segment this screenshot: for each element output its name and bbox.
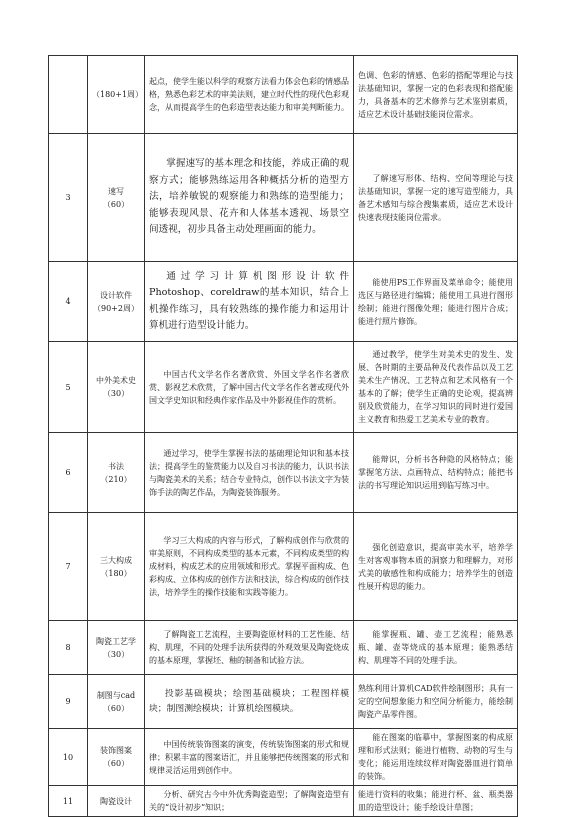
course-goal: 色调、色彩的情感、色彩的搭配等理论与技法基础知识，掌握一定的色彩表现和搭配能力，具备基本的艺术修养与艺术鉴别素质，适应艺术设计基础技能岗位需求。 bbox=[354, 56, 518, 134]
course-hours: （60） bbox=[102, 759, 130, 768]
course-goal: 能使用PS工作界面及菜单命令；能使用选区与路径进行编辑；能使用工具进行图形绘制；能进行图像处理；能进行图片合成；能进行照片修饰。 bbox=[354, 262, 518, 342]
course-name: 陶瓷工艺学 bbox=[96, 636, 136, 646]
course-content: 了解陶瓷工艺流程，主要陶瓷原材料的工艺性能、结构、肌理，不同的处理手法所获得的外观效果及陶瓷烧成的基本原理，掌握坯、釉的制备和试验方法。 bbox=[145, 621, 354, 675]
course-name-cell bbox=[88, 433, 145, 513]
course-goal: 能辩识，分析书各种隐的风格特点；能掌握笔方法、点画特点、结构特点；能把书法的书写理论知识运用到临写练习中。 bbox=[354, 433, 518, 513]
course-name: 设计软件 bbox=[100, 290, 132, 300]
course-name: 速写 bbox=[108, 186, 124, 196]
course-content: 中国传统装饰图案的演变，传统装饰图案的形式和规律；积累丰富的图案语汇，并且能够把传统图案的形式和规律灵活运用到创作中。 bbox=[145, 729, 354, 786]
course-name: 陶瓷设计 bbox=[100, 796, 132, 806]
row-number: 5 bbox=[49, 342, 88, 433]
course-hours: （90+2周） bbox=[93, 303, 139, 313]
row-number: 9 bbox=[49, 675, 88, 729]
row-number: 10 bbox=[49, 729, 88, 786]
course-name: 制图与cad bbox=[96, 690, 136, 700]
course-name-cell bbox=[88, 56, 145, 134]
course-content: 起点，使学生能以科学的观察方法看力体会色彩的情感品格，熟悉色彩艺术的审美法则，建立时代性的现代色彩观念，从而提高学生的色彩造型表达能力和审美判断能力。 bbox=[145, 56, 354, 134]
course-name: 中外美术史 bbox=[96, 376, 136, 385]
course-hours: （30） bbox=[102, 389, 130, 398]
course-hours: （180） bbox=[100, 568, 132, 578]
table-row bbox=[49, 56, 518, 134]
course-content: 通过学习计算机图形设计软件Photoshop、coreldraw的基本知识，结合上机操作练习，具有较熟练的操作能力和运用计算机进行造型设计能力。 bbox=[145, 262, 354, 342]
course-content: 中国古代文学名作名著欣赏、外国文学名作名著欣赏、影视艺术欣赏，了解中国古代文学名作名著或现代外国文学史知识和经典作家作品及中外影视佳作的赏析。 bbox=[145, 342, 354, 433]
course-goal: 通过教学，使学生对美术史的发生、发展、各时期的主要品种及代表作品以及工艺美术生产情况、工艺特点和艺术风格有一个基本的了解；使学生正确的史论观，提高辨别及欣赏能力，在学习知识的同时进行爱国主义教育和热爱工艺美术专业的教育。 bbox=[354, 342, 518, 433]
table-row bbox=[49, 134, 518, 262]
course-name-cell bbox=[88, 342, 145, 433]
course-name-cell bbox=[88, 134, 145, 262]
course-goal: 强化创造意识，提高审美水平，培养学生对客观事物本质的洞察力和理解力，对形式美的敏感性和构成能力；培养学生的创造性展开构思的能力。 bbox=[354, 513, 518, 621]
row-number: 7 bbox=[49, 513, 88, 621]
course-hours: （30） bbox=[102, 649, 130, 659]
course-content: 学习三大构成的内容与形式，了解构成创作与欣赏的审美原则，不同构成类型的基本元素，不同构成类型的构成材料，构成艺术的应用领域和形式。掌握平面构成、色彩构成、立体构成的创作方法和技法，综合构成的创作技法，培养学生的操作技能和实践等能力。 bbox=[145, 513, 354, 621]
table-row bbox=[49, 342, 518, 433]
course-name-cell bbox=[88, 729, 145, 786]
course-content: 通过学习，使学生掌握书法的基础理论知识和基本技法；提高学生的鉴赏能力以及自习书法的能力，认识书法与陶瓷美术的关系；结合专业特点，创作以书法文字为装饰手法的陶艺作品，为陶瓷装饰服务。 bbox=[145, 433, 354, 513]
course-name-cell bbox=[88, 262, 145, 342]
course-goal: 熟练利用计算机CAD软件绘制图形；具有一定的空间想象能力和空间分析能力，能绘制陶瓷产品零件图。 bbox=[354, 675, 518, 729]
table-row bbox=[49, 262, 518, 342]
course-goal: 了解速写形体、结构、空间等理论与技法基础知识，掌握一定的速写造型能力，具备艺术感知与综合搜集素质，适应艺术设计快速表现技能岗位需求。 bbox=[354, 134, 518, 262]
table-row bbox=[49, 786, 518, 817]
row-number bbox=[49, 56, 88, 134]
course-content: 掌握速写的基本理念和技能，养成正确的观察方式；能够熟练运用各种概括分析的造型方法，培养敏锐的观察能力和熟练的造型能力；能够表现风景、花卉和人体基本透视、场景空间透视，初步具备主动处理画面的能力。 bbox=[145, 134, 354, 262]
course-hours: （180+1周） bbox=[92, 90, 144, 99]
course-name-cell bbox=[88, 786, 145, 817]
row-number: 4 bbox=[49, 262, 88, 342]
course-name-cell bbox=[88, 675, 145, 729]
row-number: 8 bbox=[49, 621, 88, 675]
course-name: 装饰图案 bbox=[100, 746, 132, 755]
course-name-cell bbox=[88, 621, 145, 675]
table-row bbox=[49, 621, 518, 675]
course-content: 投影基础模块；绘图基础模块；工程图样模块；制图测绘模块；计算机绘图模块。 bbox=[145, 675, 354, 729]
course-hours: （210） bbox=[100, 474, 132, 484]
course-hours: （60） bbox=[102, 703, 130, 713]
table-row bbox=[49, 513, 518, 621]
table-row bbox=[49, 729, 518, 786]
course-goal: 能在图案的临摹中，掌握图案的构成原理和形式法则；能进行植物、动物的写生与变化；能运用连续纹样对陶瓷器皿进行简单的装饰。 bbox=[354, 729, 518, 786]
course-goal: 能进行资料的收集；能进行杯、盆、瓶类器皿的造型设计；能手绘设计草图； bbox=[354, 786, 518, 817]
row-number: 11 bbox=[49, 786, 88, 817]
course-goal: 能掌握瓶、罐、壶工艺流程；能熟悉瓶、罐、壶等烧成的基本原理；能熟悉结构、肌理等不同的处理手法。 bbox=[354, 621, 518, 675]
course-table bbox=[48, 55, 518, 817]
course-content: 分析、研究古今中外优秀陶瓷造型；了解陶瓷造型有关的“设计初步”知识； bbox=[145, 786, 354, 817]
row-number: 3 bbox=[49, 134, 88, 262]
table-row bbox=[49, 433, 518, 513]
course-name: 三大构成 bbox=[100, 555, 132, 565]
course-name: 书法 bbox=[108, 461, 124, 471]
table-row bbox=[49, 675, 518, 729]
course-name-cell bbox=[88, 513, 145, 621]
course-hours: （60） bbox=[102, 199, 130, 209]
row-number: 6 bbox=[49, 433, 88, 513]
